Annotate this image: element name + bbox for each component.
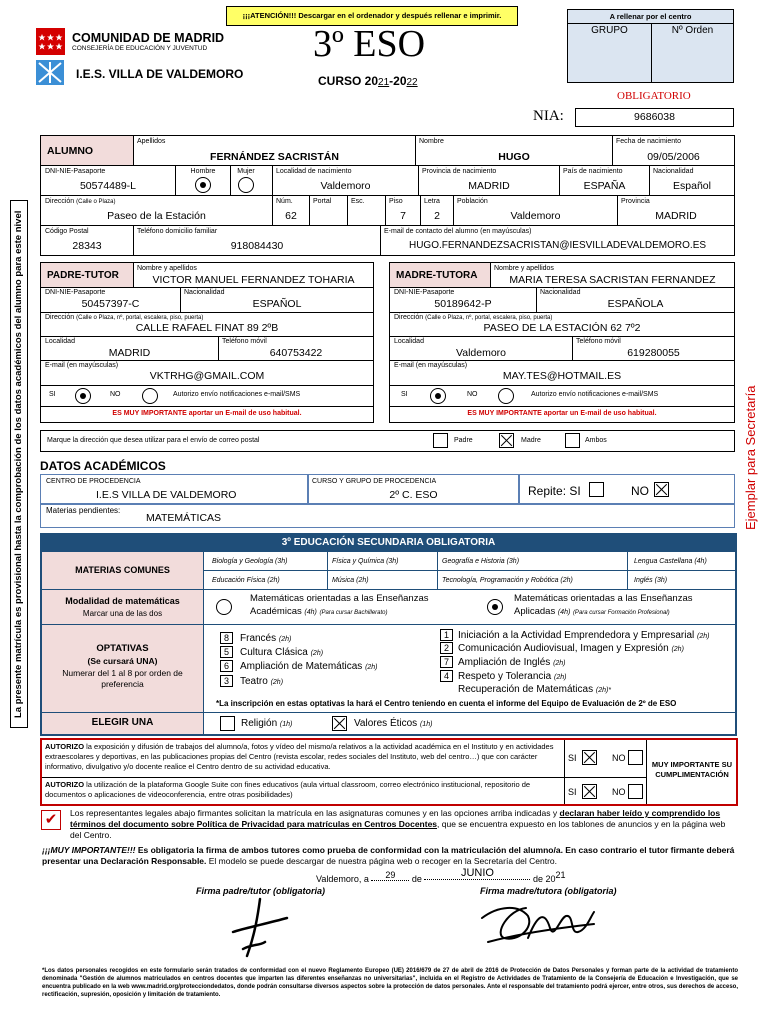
padre-dir-value[interactable]: CALLE RAFAEL FINAT 89 2ºB	[135, 322, 279, 334]
autorizo-google-no-checkbox[interactable]	[628, 784, 643, 799]
opt-emprendedora-number[interactable]: 1	[440, 629, 453, 641]
piso-value[interactable]: 7	[400, 210, 406, 222]
madre-email-label: E-mail (en mayúsculas)	[394, 362, 468, 369]
attention-banner: ¡¡¡ATENCIÓN!!! Descargar en el ordenador y después rellenar e imprimir.	[226, 6, 518, 26]
opt-respeto-number[interactable]: 4	[440, 670, 453, 682]
school-logo	[36, 60, 64, 85]
firma-dia[interactable]: 29	[371, 870, 409, 881]
page-title: 3º ESO	[313, 23, 426, 65]
repite-label: Repite: SI	[528, 484, 581, 498]
religion-checkbox[interactable]	[220, 716, 235, 731]
autorizo-imagen-text: AUTORIZO la exposición y difusión de trabajos del alumno/a, fotos y vídeo del mismo/a relativos a la actividad académica en el Instituto y en actividades extraescolares y deportivas, en las publicaciones propias del Centro (revista escolar, redes sociales del Instituto, web del centro…) que con carácter informativo, divulgativo y/o docente realice el Centro dentro de su actividad educativa.	[45, 742, 554, 771]
curso-sep: -20	[389, 74, 407, 88]
postal-padre-checkbox[interactable]	[433, 433, 448, 448]
valores-checkbox[interactable]	[332, 716, 347, 731]
opt-ampliacion-ingles-number[interactable]: 7	[440, 656, 453, 668]
madre-si-label: SI	[401, 391, 408, 398]
obligatorio-label: OBLIGATORIO	[617, 90, 691, 102]
nacionalidad-label: Nacionalidad	[653, 168, 694, 175]
padre-nac-value[interactable]: ESPAÑOL	[252, 298, 302, 310]
madre-nombre-value[interactable]: MARIA TERESA SACRISTAN FERNANDEZ	[509, 274, 716, 286]
opt-frances-number[interactable]: 8	[220, 632, 233, 644]
curso-to: 22	[406, 77, 418, 88]
datos-academicos-title: DATOS ACADÉMICOS	[40, 459, 166, 473]
padre-movil-label: Teléfono móvil	[222, 338, 267, 345]
grupo-label: GRUPO	[591, 25, 628, 36]
comun-musica: Música (2h)	[332, 577, 369, 584]
nombre-label: Nombre	[419, 138, 444, 145]
esc-label: Esc.	[351, 198, 365, 205]
localidad-nac-value[interactable]: Valdemoro	[320, 180, 371, 192]
autorizo-imagen-si-label: SI	[568, 753, 577, 763]
mujer-label: Mujer	[237, 168, 255, 175]
nia-field[interactable]: 9686038	[575, 108, 734, 127]
curso-label: CURSO 20	[318, 74, 379, 88]
eso-title: 3º EDUCACIÓN SECUNDARIA OBLIGATORIA	[42, 535, 735, 551]
opt-ampliacion-mates-label: Ampliación de Matemáticas (2h)	[240, 661, 378, 672]
curso-procedencia-value[interactable]: 2º C. ESO	[389, 489, 438, 501]
tel-label: Teléfono domicilio familiar	[137, 228, 218, 235]
provincia-label: Provincia	[621, 198, 650, 205]
side-provisional-text: La presente matrícula es provisional hasta la comprobación de los datos académicos del alumno para este nivel	[10, 200, 28, 728]
hombre-label: Hombre	[190, 168, 216, 175]
autorizo-google-si-checkbox[interactable]	[582, 784, 597, 799]
provincia-nac-label: Provincia de nacimiento	[422, 168, 497, 175]
padre-si-radio[interactable]	[75, 388, 91, 404]
padre-no-label: NO	[110, 391, 121, 398]
madre-movil-label: Teléfono móvil	[576, 338, 621, 345]
madre-loc-label: Localidad	[394, 338, 424, 345]
piso-label: Piso	[389, 198, 403, 205]
padre-email-value[interactable]: VKTRHG@GMAIL.COM	[149, 370, 265, 382]
madre-importante: ES MUY IMPORTANTE aportar un E-mail de uso habitual.	[467, 410, 657, 417]
padre-nombre-label: Nombre y apellidos	[137, 265, 197, 272]
portal-label: Portal	[313, 198, 332, 205]
madre-nac-value[interactable]: ESPAÑOLA	[607, 298, 664, 310]
madre-email-value[interactable]: MAY.TES@HOTMAIL.ES	[502, 370, 622, 382]
madre-movil-value[interactable]: 619280055	[627, 347, 680, 359]
padre-no-radio[interactable]	[142, 388, 158, 404]
madre-dir-label: Dirección (Calle o Plaza, nº, portal, escalera, piso, puerta)	[394, 314, 553, 321]
padre-movil-value[interactable]: 640753422	[269, 347, 323, 359]
autorizo-imagen-no-label: NO	[612, 753, 626, 763]
hombre-radio[interactable]	[195, 177, 211, 193]
opt-audiovisual-label: Comunicación Audiovisual, Imagen y Expresión (2h)	[458, 643, 684, 654]
madre-si-radio[interactable]	[430, 388, 446, 404]
postal-ambos-checkbox[interactable]	[565, 433, 580, 448]
opt-respeto-label: Respeto y Tolerancia (2h)	[458, 671, 567, 682]
pais-label: País de nacimiento	[563, 168, 623, 175]
opt-audiovisual-number[interactable]: 2	[440, 642, 453, 654]
apellidos-label: Apellidos	[137, 138, 166, 145]
madre-no-label: NO	[467, 391, 478, 398]
valores-label: Valores Éticos (1h)	[354, 718, 433, 729]
elegir-label: ELEGIR UNA	[91, 717, 154, 728]
provincia-value[interactable]: MADRID	[655, 210, 697, 222]
curso-from: 21	[378, 77, 390, 88]
legal-check-icon: ✔	[41, 810, 61, 830]
comun-geografia: Geografía e Historia (3h)	[442, 558, 520, 565]
centro-label: CENTRO DE PROCEDENCIA	[46, 478, 141, 485]
autorizo-google-text: AUTORIZO la utilización de la plataforma Google Suite con fines educativos (aula virtual classroom, correo electrónico institucional, repositorio de documentos o aplicaciones de videoconferencia, entre otras posibilidades)	[45, 780, 531, 799]
firma-mes[interactable]: JUNIO	[424, 867, 530, 880]
num-value[interactable]: 62	[285, 210, 297, 222]
postal-padre-label: Padre	[454, 437, 473, 444]
postal-ambos-label: Ambos	[585, 437, 607, 444]
poblacion-label: Población	[457, 198, 488, 205]
padre-title: PADRE-TUTOR	[41, 263, 133, 287]
padre-importante: ES MUY IMPORTANTE aportar un E-mail de uso habitual.	[112, 410, 302, 417]
padre-dni-label: DNI-NIE-Pasaporte	[45, 289, 106, 296]
firma-padre-label: Firma padre/tutor (obligatoria)	[196, 886, 326, 896]
modalidad-aplicadas-line2: Aplicadas (4h) (Para cursar Formación Profesional)	[514, 606, 670, 617]
autorizo-google-no-label: NO	[612, 787, 626, 797]
postal-madre-label: Madre	[521, 437, 541, 444]
madre-autorizo-label: Autorizo envío notificaciones e-mail/SMS	[531, 391, 659, 398]
cp-label: Código Postal	[45, 228, 89, 235]
madre-dni-value[interactable]: 50189642-P	[434, 298, 492, 310]
direccion-value[interactable]: Paseo de la Estación	[107, 210, 206, 222]
center-box-title: A rellenar por el centro	[609, 12, 692, 21]
modalidad-academicas-line2: Académicas (4h) (Para cursar Bachillerato)	[250, 606, 388, 617]
opt-cultura-number[interactable]: 5	[220, 646, 233, 658]
pendientes-value[interactable]: MATEMÁTICAS	[146, 512, 222, 524]
curso-line	[318, 74, 418, 88]
letra-value[interactable]: 2	[434, 210, 440, 222]
opt-frances-label: Francés (2h)	[240, 633, 292, 644]
repite-si-checkbox[interactable]	[589, 482, 604, 497]
mujer-radio[interactable]	[238, 177, 254, 193]
pendientes-label: Materias pendientes:	[46, 506, 121, 515]
alumno-title: ALUMNO	[41, 136, 133, 165]
padre-dir-label: Dirección (Calle o Plaza, nº, portal, escalera, piso, puerta)	[45, 314, 204, 321]
comun-lengua: Lengua Castellana (4h)	[634, 558, 707, 565]
firma-date-line: Valdemoro, a 29 de JUNIO de 2021	[316, 867, 566, 884]
opt-teatro-number[interactable]: 3	[220, 675, 233, 687]
comun-educacion-fisica: Educación Física (2h)	[212, 577, 280, 584]
modalidad-aplicadas-label: Matemáticas orientadas a las Enseñanzas	[514, 593, 693, 604]
comun-tecnologia: Tecnología, Programación y Robótica (2h)	[442, 577, 573, 584]
side-secretaria-text: Ejemplar para Secretaría	[743, 385, 758, 530]
legal-paragraph-1: Los representantes legales abajo firmantes solicitan la matrícula en las asignaturas comunes y en las opciones arriba indicadas y declaran haber leído y comprendido los términos del documento sobre Política de Privacidad para matrículas en Centros Docentes, que se encuentra expuesto en los tablones de anuncios y en la página web del Centro.	[70, 808, 726, 840]
org-name: COMUNIDAD DE MADRID	[72, 31, 225, 45]
madre-dir-value[interactable]: PASEO DE LA ESTACIÓN 62 7º2	[483, 322, 641, 334]
repite-no-label: NO	[631, 484, 649, 498]
modalidad-academicas-radio[interactable]	[216, 599, 232, 615]
apellidos-value[interactable]: FERNÁNDEZ SACRISTÁN	[210, 151, 339, 163]
comunes-label: MATERIAS COMUNES	[75, 565, 170, 575]
comun-biologia: Biología y Geología (3h)	[212, 558, 288, 565]
opt-ampliacion-mates-number[interactable]: 6	[220, 660, 233, 672]
padre-email-label: E-mail (en mayúsculas)	[45, 362, 119, 369]
fecha-label: Fecha de nacimiento	[616, 138, 681, 145]
footer-privacy: *Los datos personales recogidos en este formulario serán tratados de conformidad con el nuevo Reglamento Europeo (UE) 2016/679 de 27 de abril de 2016 de Protección de Datos Personales y forman parte de la actividad de tratamiento denominada "Gestión de alumnos matriculados en centros docentes que imparten las diferentes enseñanzas no universitarias", incluida en el Registro de Actividades de Tratamiento de la Consejería de Educación e Investigación, que se encuentra publicado en la web www.madrid.org/protecciondedatos, donde podrán consultarse diversos aspectos sobre la protección de datos personales. Ante el responsable del tratamiento podrá ejercer, entre otros, sus derechos de acceso, rectificación, supresión, oposición y limitación de tratamiento.	[42, 968, 738, 998]
padre-nombre-value[interactable]: VICTOR MANUEL FERNANDEZ TOHARIA	[152, 274, 355, 286]
postal-label: Marque la dirección que desea utilizar para el envío de correo postal	[47, 437, 260, 444]
madrid-logo	[36, 28, 65, 55]
orden-label: Nº Orden	[671, 25, 714, 36]
autorizo-imagen-si-checkbox[interactable]	[582, 750, 597, 765]
center-box	[567, 9, 734, 83]
org-sub: CONSEJERÍA DE EDUCACIÓN Y JUVENTUD	[72, 45, 208, 52]
madre-no-radio[interactable]	[498, 388, 514, 404]
opt-teatro-label: Teatro (2h)	[240, 676, 284, 687]
religion-label: Religión (1h)	[241, 718, 293, 729]
modalidad-sub: Marcar una de las dos	[82, 609, 163, 618]
padre-si-label: SI	[49, 391, 56, 398]
autorizo-importante: MUY IMPORTANTE SU CUMPLIMENTACIÓN	[651, 760, 733, 779]
firma-madre-signature	[478, 898, 598, 950]
curso-procedencia-label: CURSO Y GRUPO DE PROCEDENCIA	[312, 478, 437, 485]
legal-paragraph-2: ¡¡¡MUY IMPORTANTE!!! Es obligatoria la firma de ambos tutores como prueba de conformidad con la matriculación del alumno/a. En caso contrario el tutor firmante deberá presentar una Declaración Responsable. El modelo se puede descargar de nuestra página web o recoger en la Secretaría del Centro.	[42, 845, 735, 866]
padre-dni-value[interactable]: 50457397-C	[81, 298, 140, 310]
repite-no-checkbox[interactable]	[654, 482, 669, 497]
postal-madre-checkbox[interactable]	[499, 433, 514, 448]
letra-label: Letra	[424, 198, 440, 205]
opt-recuperacion-label: Recuperación de Matemáticas (2h)*	[458, 684, 612, 695]
direccion-label: Dirección (Calle o Plaza)	[45, 198, 116, 205]
email-alumno-value[interactable]: HUGO.FERNANDEZSACRISTAN@IESVILLADEVALDEMORO.ES	[408, 240, 707, 251]
nia-label: NIA:	[533, 108, 564, 124]
firma-anio[interactable]: 21	[555, 870, 566, 880]
padre-nac-label: Nacionalidad	[184, 289, 225, 296]
opt-ampliacion-ingles-label: Ampliación de Inglés (2h)	[458, 657, 566, 668]
dni-label: DNI-NIE-Pasaporte	[45, 168, 106, 175]
centro-value[interactable]: I.E.S VILLA DE VALDEMORO	[96, 489, 237, 501]
provincia-nac-value[interactable]: MADRID	[468, 180, 510, 192]
padre-autorizo-label: Autorizo envío notificaciones e-mail/SMS	[173, 391, 301, 398]
optativas-label: OPTATIVAS	[96, 643, 149, 654]
modalidad-aplicadas-radio[interactable]	[487, 599, 503, 615]
modalidad-label: Modalidad de matemáticas	[65, 596, 180, 606]
opt-cultura-label: Cultura Clásica (2h)	[240, 647, 324, 658]
tel-value[interactable]: 918084430	[230, 240, 284, 252]
optativas-sub: (Se cursará UNA)	[87, 656, 158, 666]
padre-loc-label: Localidad	[45, 338, 75, 345]
comun-fisica: Física y Química (3h)	[332, 558, 399, 565]
autorizo-imagen-no-checkbox[interactable]	[628, 750, 643, 765]
nombre-value[interactable]: HUGO	[498, 151, 530, 163]
firma-madre-label: Firma madre/tutora (obligatoria)	[480, 886, 617, 896]
dni-value[interactable]: 50574489-L	[79, 180, 137, 192]
poblacion-value[interactable]: Valdemoro	[510, 210, 561, 222]
madre-nac-label: Nacionalidad	[540, 289, 581, 296]
firma-padre-signature	[225, 894, 295, 964]
pais-value[interactable]: ESPAÑA	[583, 180, 626, 192]
email-alumno-label: E-mail de contacto del alumno (en mayúsculas)	[384, 228, 532, 235]
madre-title: MADRE-TUTORA	[390, 263, 490, 287]
school-name: I.E.S. VILLA DE VALDEMORO	[76, 67, 244, 81]
cp-value[interactable]: 28343	[72, 240, 102, 252]
madre-loc-value[interactable]: Valdemoro	[456, 347, 506, 359]
localidad-nac-label: Localidad de nacimiento	[276, 168, 352, 175]
madre-nombre-label: Nombre y apellidos	[494, 265, 554, 272]
nacionalidad-value[interactable]: Español	[673, 180, 711, 192]
num-label: Núm.	[276, 198, 293, 205]
autorizo-google-si-label: SI	[568, 787, 577, 797]
optativas-note: Numerar del 1 al 8 por orden de preferencia	[62, 668, 183, 689]
fecha-value[interactable]: 09/05/2006	[647, 151, 700, 163]
optativas-nota: *La inscripción en estas optativas la hará el Centro teniendo en cuenta el informe del Equipo de Evaluación de 2º de ESO	[216, 699, 677, 708]
opt-emprendedora-label: Iniciación a la Actividad Emprendedora y Empresarial (2h)	[458, 630, 710, 641]
madre-dni-label: DNI-NIE-Pasaporte	[394, 289, 455, 296]
comun-ingles: Inglés (3h)	[634, 577, 668, 584]
padre-loc-value[interactable]: MADRID	[108, 347, 151, 359]
modalidad-academicas-label: Matemáticas orientadas a las Enseñanzas	[250, 593, 429, 604]
